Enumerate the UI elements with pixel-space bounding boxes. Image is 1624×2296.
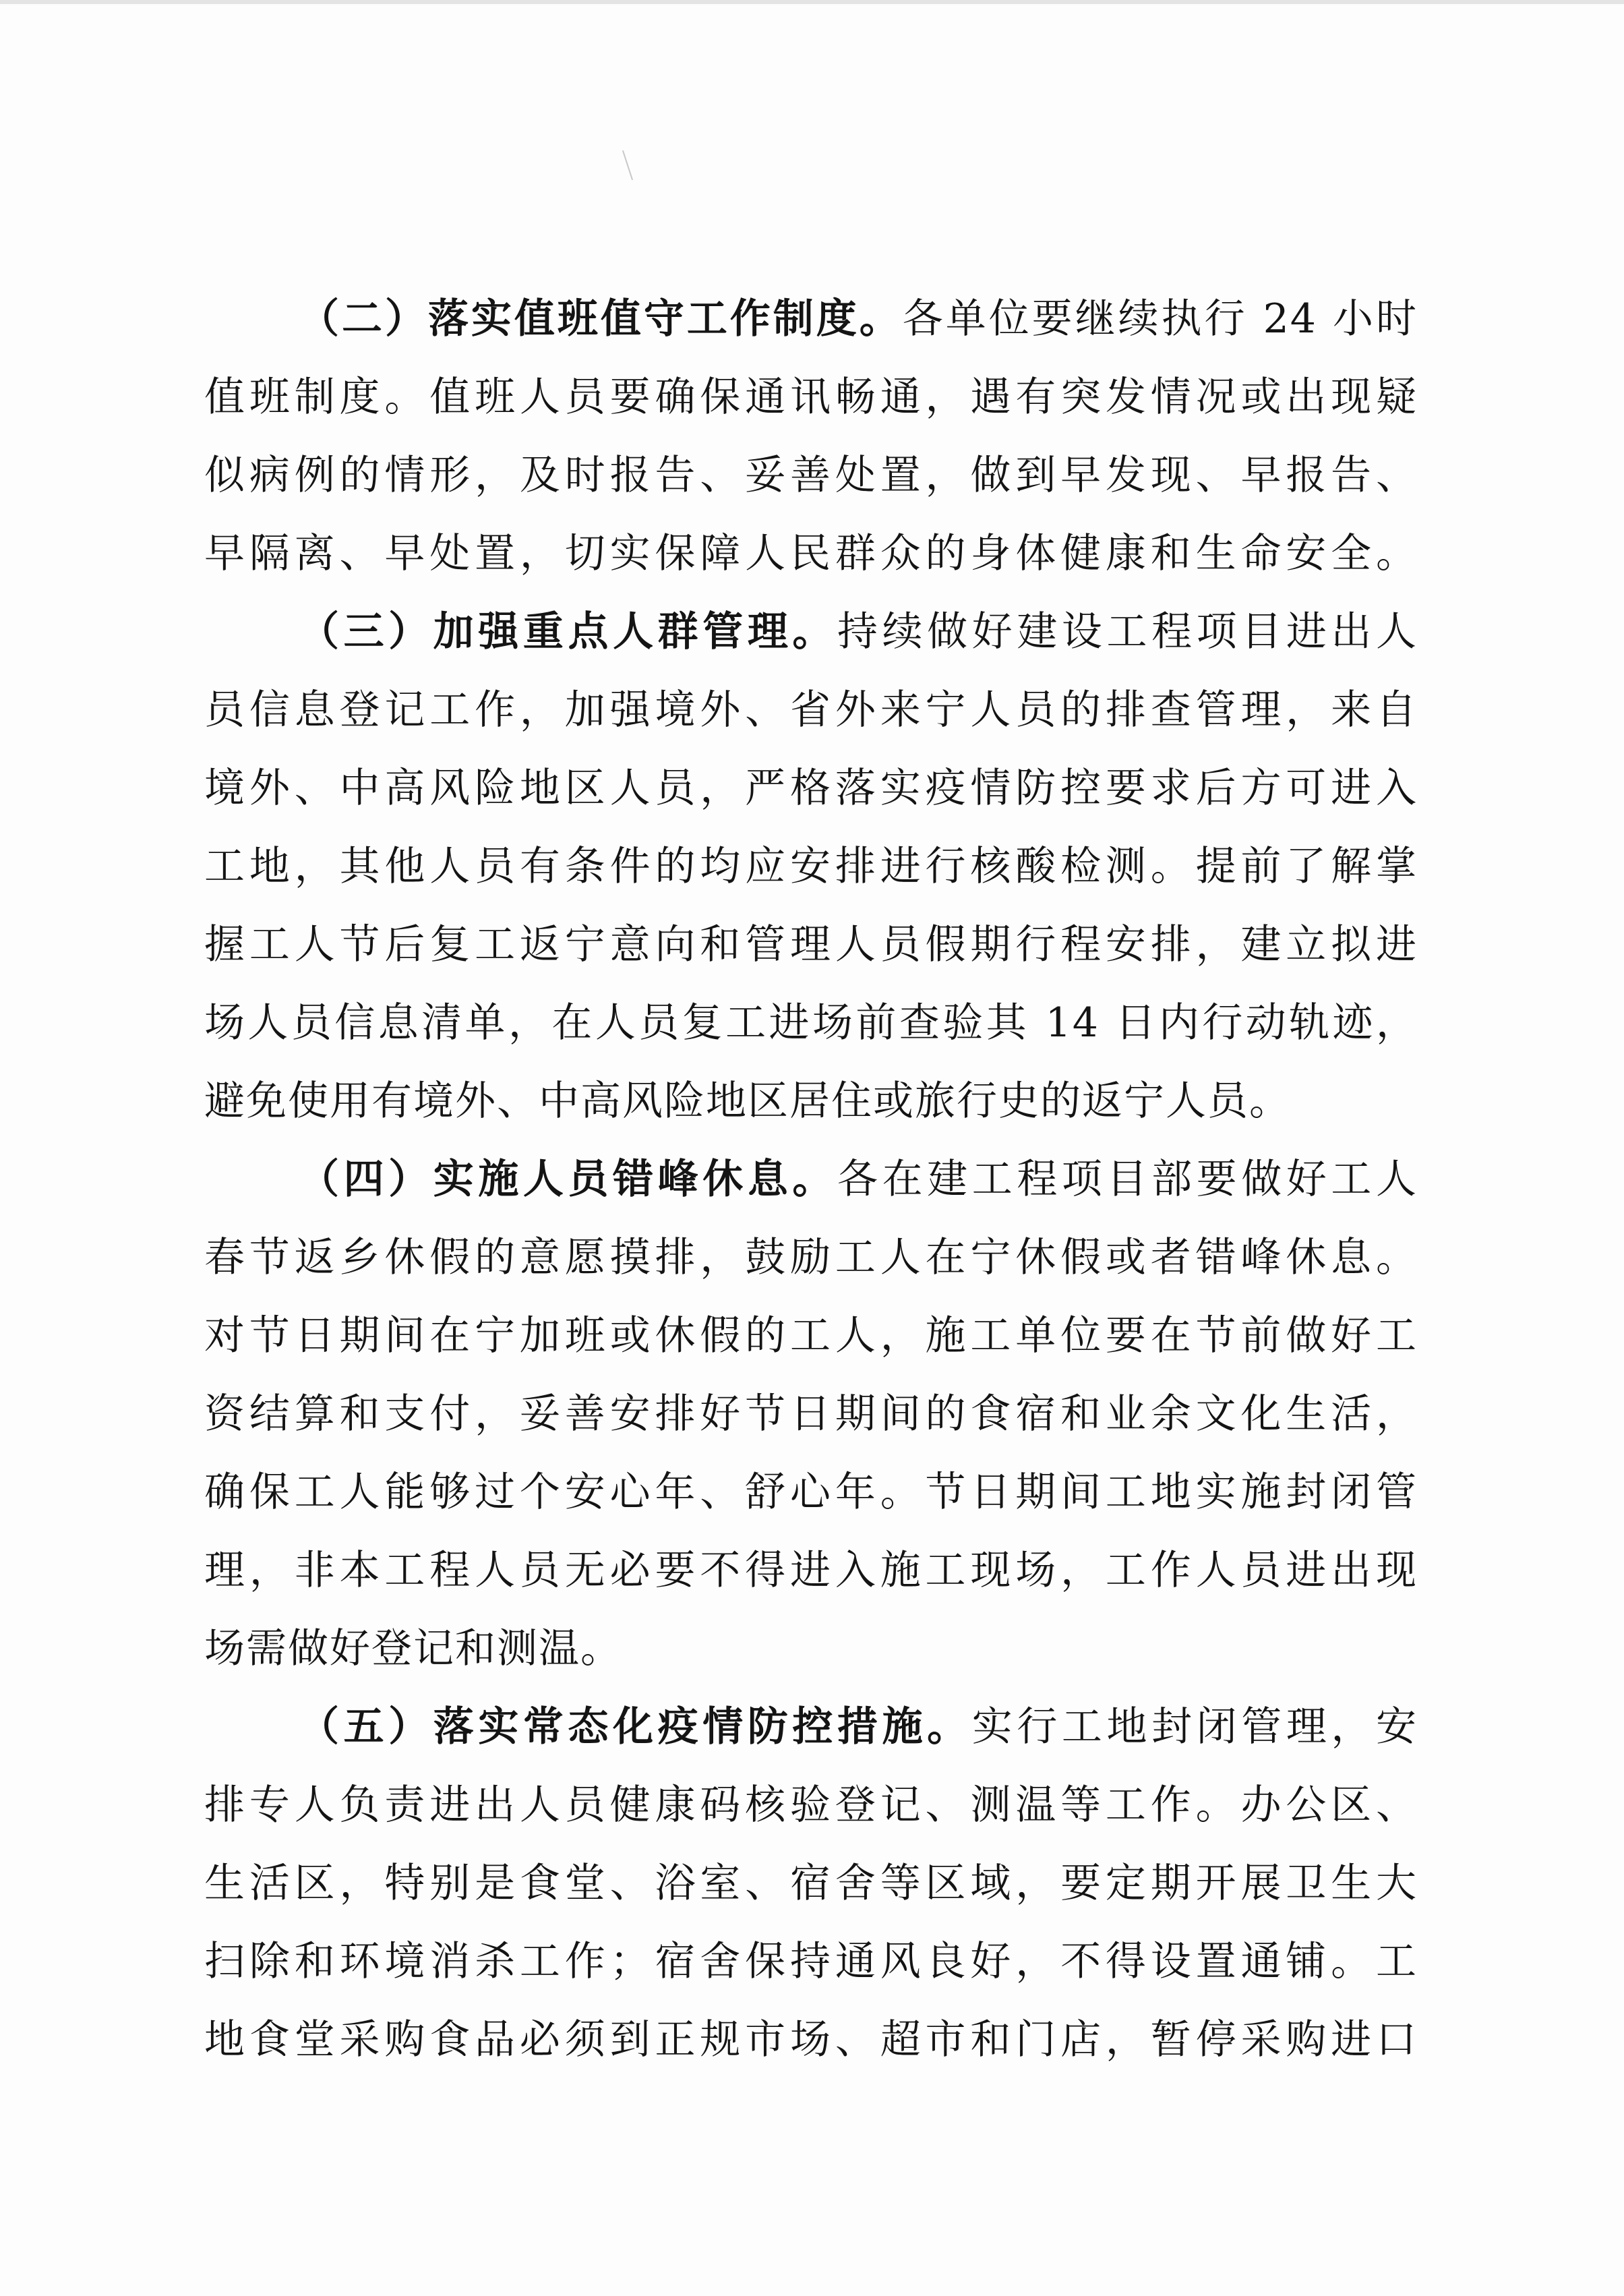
section-4-line-7: 场需做好登记和测温。 <box>204 1625 622 1672</box>
section-2-heading: （二）落实值班值守工作制度。 <box>299 295 903 343</box>
scan-mark <box>622 150 633 180</box>
section-4-line-1 <box>299 1156 1418 1203</box>
section-5-heading: （五）落实常态化疫情防控措施。 <box>299 1703 972 1750</box>
section-4-line-3: 对节日期间在宁加班或休假的工人，施工单位要在节前做好工 <box>204 1312 1418 1359</box>
section-4-line-4: 资结算和支付，妥善安排好节日期间的食宿和业余文化生活， <box>204 1390 1418 1438</box>
section-3-line-2: 员信息登记工作，加强境外、省外来宁人员的排查管理，来自 <box>204 686 1418 734</box>
section-4-heading: （四）实施人员错峰休息。 <box>299 1156 837 1203</box>
section-3-line-1 <box>299 608 1418 655</box>
section-5-line-4: 扫除和环境消杀工作；宿舍保持通风良好，不得设置通铺。工 <box>204 1938 1418 1985</box>
section-5-line-5: 地食堂采购食品必须到正规市场、超市和门店，暂停采购进口 <box>204 2016 1418 2063</box>
section-3-line-7: 避免使用有境外、中高风险地区居住或旅行史的返宁人员。 <box>204 1078 1291 1125</box>
section-2-line-3: 似病例的情形，及时报告、妥善处置，做到早发现、早报告、 <box>204 452 1418 499</box>
section-4-text: 各在建工程项目部要做好工人 <box>837 1156 1418 1203</box>
section-5-line-1 <box>299 1703 1418 1750</box>
section-3-line-3: 境外、中高风险地区人员，严格落实疫情防控要求后方可进入 <box>204 765 1418 812</box>
section-2-line-1 <box>299 295 1418 343</box>
section-2-text: 各单位要继续执行 24 小时 <box>902 295 1418 343</box>
section-3-line-5: 握工人节后复工返宁意向和管理人员假期行程安排，建立拟进 <box>204 921 1418 968</box>
section-4-line-2: 春节返乡休假的意愿摸排，鼓励工人在宁休假或者错峰休息。 <box>204 1234 1418 1281</box>
section-2-line-4: 早隔离、早处置，切实保障人民群众的身体健康和生命安全。 <box>204 530 1418 577</box>
section-4-line-6: 理，非本工程人员无必要不得进入施工现场，工作人员进出现 <box>204 1547 1418 1594</box>
section-3-heading: （三）加强重点人群管理。 <box>299 608 837 655</box>
section-5-line-3: 生活区，特别是食堂、浴室、宿舍等区域，要定期开展卫生大 <box>204 1860 1418 1907</box>
scan-top-edge <box>0 0 1624 4</box>
section-5-text: 实行工地封闭管理，安 <box>971 1703 1418 1750</box>
section-4-line-5: 确保工人能够过个安心年、舒心年。节日期间工地实施封闭管 <box>204 1469 1418 1516</box>
section-3-text: 持续做好建设工程项目进出人 <box>837 608 1418 655</box>
section-5-line-2: 排专人负责进出人员健康码核验登记、测温等工作。办公区、 <box>204 1782 1418 1829</box>
section-3-line-6: 场人员信息清单，在人员复工进场前查验其 14 日内行动轨迹， <box>204 999 1418 1047</box>
section-3-line-4: 工地，其他人员有条件的均应安排进行核酸检测。提前了解掌 <box>204 843 1418 890</box>
section-2-line-2: 值班制度。值班人员要确保通讯畅通，遇有突发情况或出现疑 <box>204 374 1418 421</box>
